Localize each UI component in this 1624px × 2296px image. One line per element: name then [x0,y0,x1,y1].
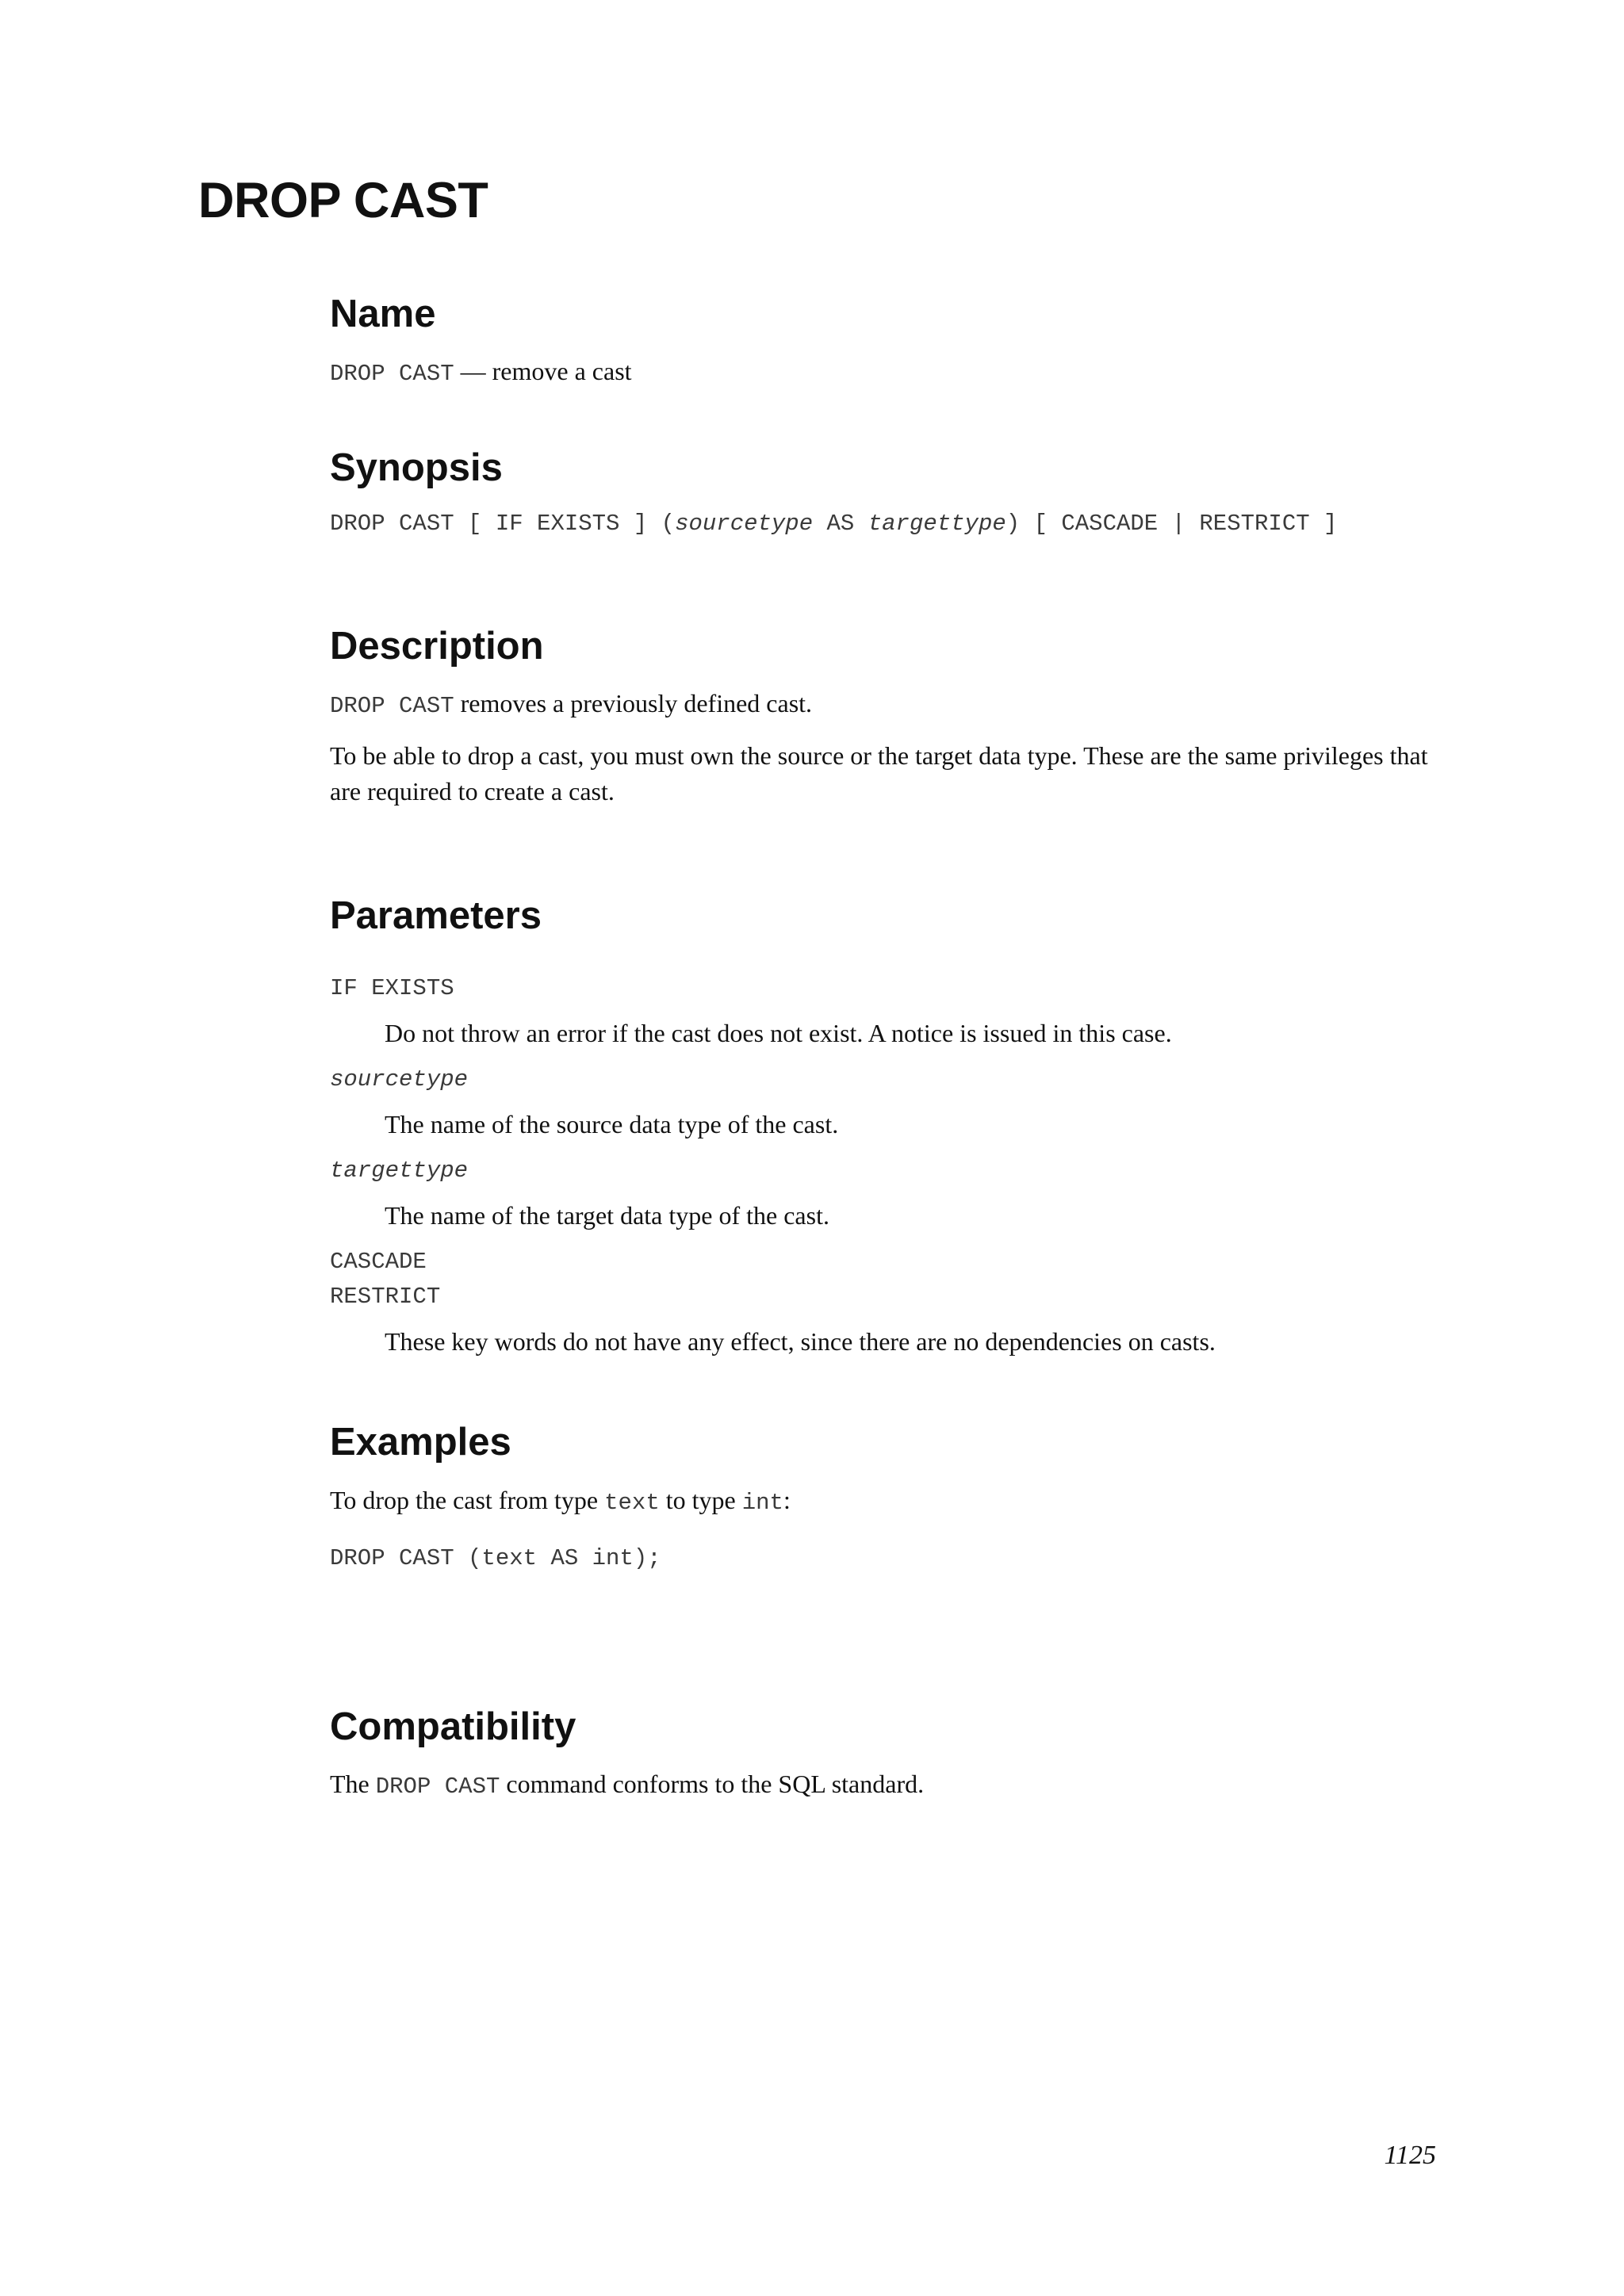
examples-section [330,1420,1440,1574]
examples-heading: Examples [330,1421,511,1464]
synopsis-code [330,508,1440,540]
param-def-if-exists: Do not throw an error if the cast does not exist. A notice is issued in this case. [385,1019,1172,1048]
compatibility-heading: Compatibility [330,1705,576,1748]
description-section [330,624,1440,809]
examples-intro-mid: to type [659,1485,742,1514]
examples-intro-pre: To drop the cast from type [330,1485,605,1514]
name-heading: Name [330,293,436,335]
param-term-cascade: CASCADE [330,1249,427,1276]
examples-intro-post: : [783,1485,791,1514]
parameter-list [330,971,1440,1360]
examples-code-text: text [604,1489,660,1516]
compatibility-text [330,1766,1440,1804]
compatibility-pre: The [330,1770,376,1799]
synopsis-part1: DROP CAST [ IF EXISTS ] ( [330,510,676,537]
synopsis-sourcetype: sourcetype [675,510,814,537]
parameters-heading: Parameters [330,894,542,938]
name-section [330,292,1440,392]
compatibility-post: command conforms to the SQL standard. [500,1770,925,1799]
description-paragraph-1 [330,686,1440,724]
param-term-sourcetype: sourcetype [330,1066,469,1093]
param-def-cascade-restrict: These key words do not have any effect, since there are no dependencies on casts. [385,1327,1216,1357]
synopsis-section [330,446,1440,539]
description-paragraph-2: To be able to drop a cast, you must own the source or the target data type. These are the same privileges that are required to create a cast. [330,741,1428,806]
examples-intro [330,1483,1440,1521]
example-code-block: DROP CAST (text AS int); [330,1544,661,1571]
name-summary: — remove a cast [454,357,632,386]
parameters-section [330,894,1440,1360]
param-term-restrict: RESTRICT [330,1284,441,1311]
compatibility-section [330,1705,1440,1804]
description-p1-text: removes a previously defined cast. [454,689,813,718]
page-title: DROP CAST [198,173,488,228]
reference-content [330,292,1440,1804]
description-heading: Description [330,624,544,668]
synopsis-heading: Synopsis [330,446,503,490]
param-term-if-exists: IF EXISTS [330,975,454,1002]
description-command: DROP CAST [330,693,454,720]
synopsis-as: AS [813,510,868,537]
synopsis-part2: ) [ CASCADE | RESTRICT ] [1005,510,1338,537]
name-line [330,354,1440,392]
name-command: DROP CAST [330,361,454,388]
page-number: 1125 [1384,2141,1436,2170]
param-def-targettype: The name of the target data type of the cast. [385,1201,829,1230]
synopsis-targettype: targettype [868,510,1006,537]
examples-code-int: int [741,1489,783,1516]
compatibility-command: DROP CAST [375,1774,500,1800]
param-def-sourcetype: The name of the source data type of the cast. [385,1110,839,1139]
param-term-targettype: targettype [330,1158,469,1184]
